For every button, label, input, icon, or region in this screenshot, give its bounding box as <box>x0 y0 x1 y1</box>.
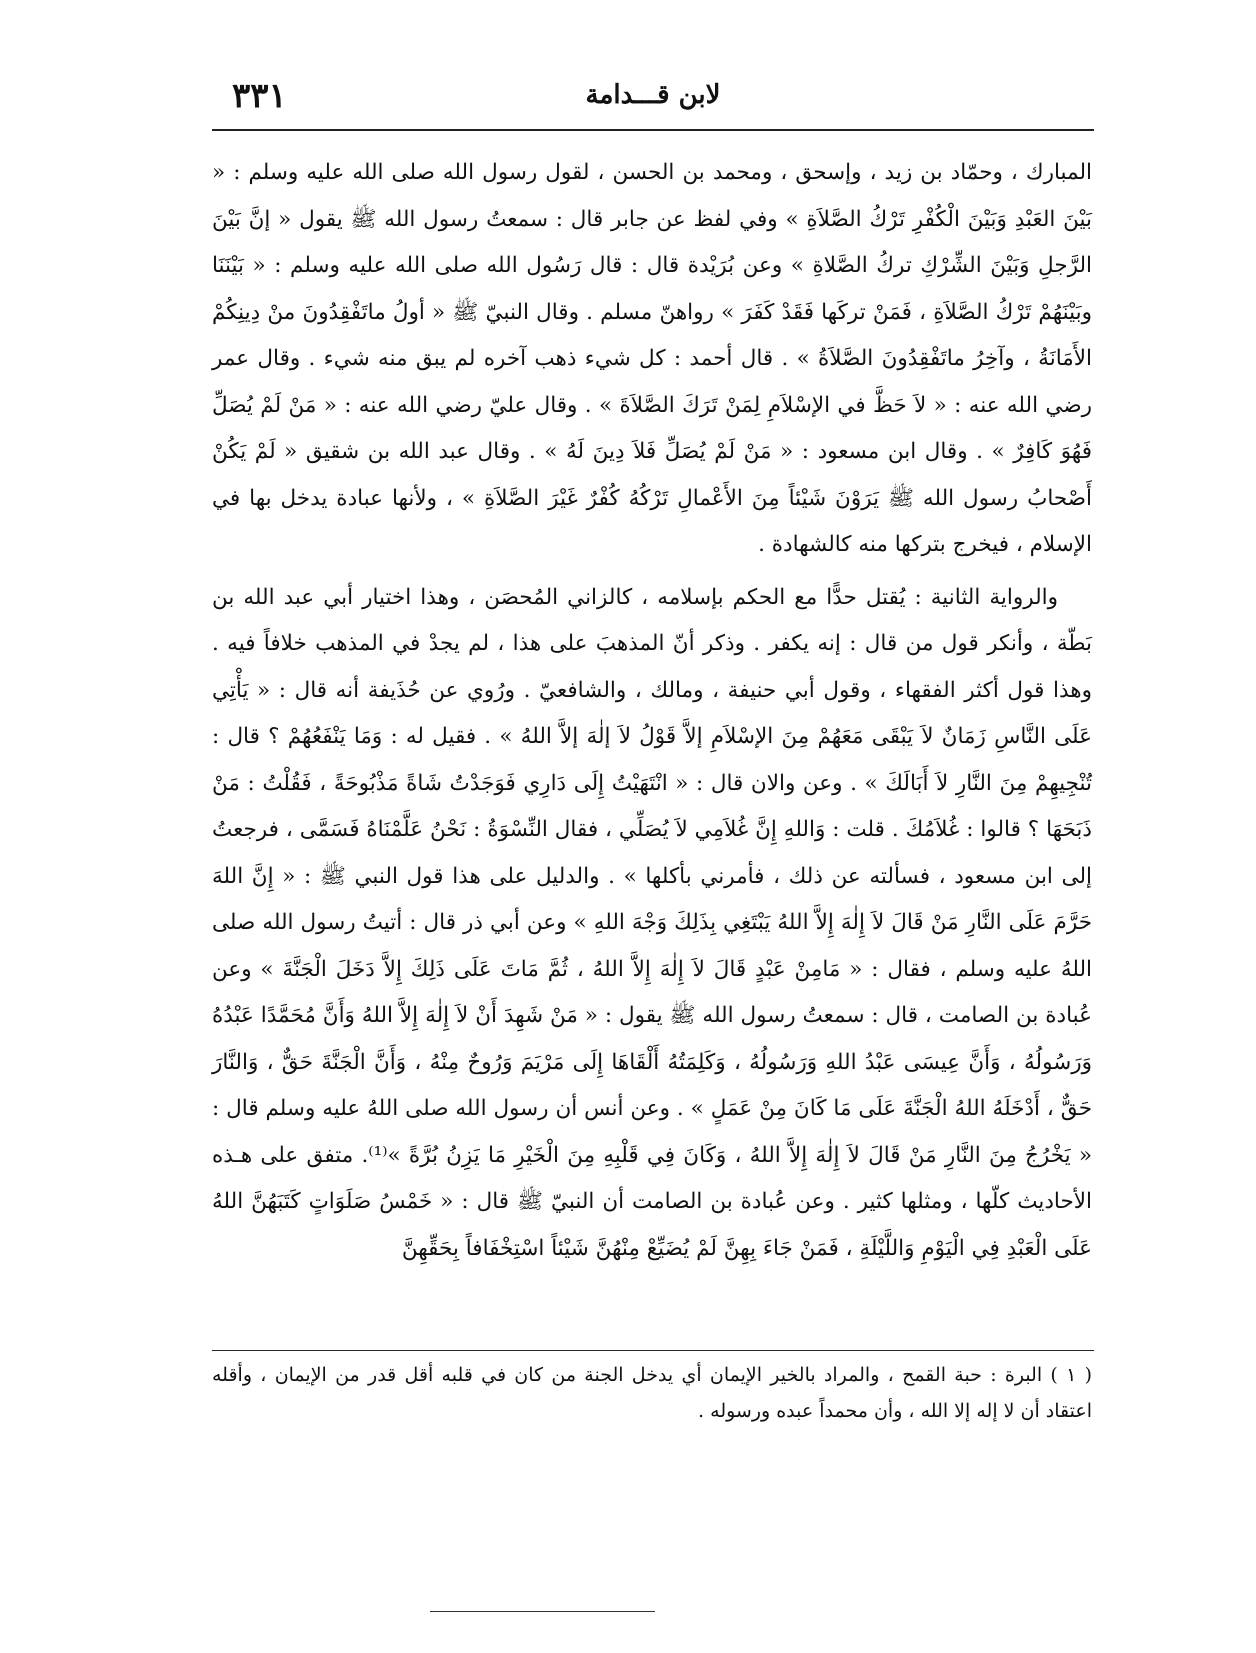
bottom-rule <box>430 1611 655 1612</box>
running-title: لابن قـــدامة <box>585 80 721 110</box>
page-header <box>212 70 1094 126</box>
page-number: ٣٣١ <box>232 76 287 116</box>
header-divider <box>212 129 1094 131</box>
main-text <box>212 150 1092 1272</box>
footnote-divider <box>212 1350 1094 1351</box>
paragraph-1: المبارك ، وحمّاد بن زيد ، وإسحق ، ومحمد بن الحسن ، لقول رسول الله صلى الله عليه وسلم : « بَيْنَ العَبْدِ وَبَيْنَ الْكُفْرِ تَرْكُ الصَّلاَةِ » وفي لفظ عن جابر قال : سمعتُ رسول الله ﷺ يقول « إنَّ بَيْنَ الرَّجلِ وَبَيْنَ الشِّرْكِ تركُ الصَّلاةِ » وعن بُرَيْدة قال : قال رَسُول الله صلى الله عليه وسلم : « بَيْنَنَا وبَيْنَهُمْ تَرْكُ الصَّلاَةِ ، فَمَنْ تركَها فَقَدْ كَفَرَ » رواهنّ مسلم . وقال النبيّ ﷺ « أولُ ماتَفْقِدُونَ منْ دِينِكُمْ الأَمَانَةُ ، وآخِرُ ماتَفْقِدُونَ الصَّلاَةُ » . قال أحمد : كل شيء ذهب آخره لم يبق منه شيء . وقال عمر رضي الله عنه : « لاَ حَظَّ في الإسْلاَمِ لِمَنْ تَرَكَ الصَّلاَةَ » . وقال عليّ رضي الله عنه : « مَنْ لَمْ يُصَلِّ فَهُوَ كَافِرٌ » . وقال ابن مسعود : « مَنْ لَمْ يُصَلِّ فَلاَ دِينَ لَهُ » . وقال عبد الله بن شقيق « لَمْ يَكُنْ أَصْحابُ رسول الله ﷺ يَرَوْنَ شَيْئاً مِنَ الأَعْمالِ تَرْكُهُ كُفْرٌ غَيْرَ الصَّلاَةِ » ، ولأنها عبادة يدخل بها في الإسلام ، فيخرج بتركها منه كالشهادة . <box>212 160 1092 557</box>
footnote-1: ( ١ ) البرة : حبة القمح ، والمراد بالخير الإيمان أي يدخل الجنة من كان في قلبه أقل قدر من الإيمان ، وأقله اعتقاد أن لا إله إلا الله ، وأن محمداً عبده ورسوله . <box>212 1364 1092 1422</box>
footnote <box>212 1357 1092 1429</box>
paragraph-2: والرواية الثانية : يُقتل حدًّا مع الحكم بإسلامه ، كالزاني المُحصَن ، وهذا اختيار أبي عبد الله بن بَطّة ، وأنكر قول من قال : إنه يكفر . وذكر أنّ المذهبَ على هذا ، لم يجدْ في المذهب خلافاً فيه . وهذا قول أكثر الفقهاء ، وقول أبي حنيفة ، ومالك ، والشافعيّ . ورُوي عن حُذَيفة أنه قال : « يَأْتِي عَلَى النَّاسِ زَمَانٌ لاَ يَبْقَى مَعَهُمْ مِنَ الإسْلاَمِ إلاَّ قَوْلُ لاَ إلٰهَ إلاَّ اللهُ » . فقيل له : وَمَا يَنْفَعُهُمْ ؟ قال : تُنْجِيهِمْ مِنَ النَّارِ لاَ أَبَالَكَ » . وعن والان قال : « انْتَهَيْتُ إِلَى دَارِي فَوَجَدْتُ شَاةً مَذْبُوحَةً ، فَقُلْتُ : مَنْ ذَبَحَهَا ؟ قالوا : غُلاَمُكَ . قلت : وَاللهِ إِنَّ غُلاَمِي لاَ يُصَلِّي ، فقال النِّسْوَةُ : نَحْنُ عَلَّمْنَاهُ فَسَمَّى ، فرجعتُ إلى ابن مسعود ، فسألته عن ذلك ، فأمرني بأكلها » . والدليل على هذا قول النبي ﷺ : « إِنَّ اللهَ حَرَّمَ عَلَى النَّارِ مَنْ قَالَ لاَ إِلٰهَ إِلاَّ اللهُ يَبْتَغِي بِذَلِكَ وَجْهَ اللهِ » وعن أبي ذر قال : أتيتُ رسول الله صلى اللهُ عليه وسلم ، فقال : « مَامِنْ عَبْدٍ قَالَ لاَ إِلٰهَ إِلاَّ اللهُ ، ثُمَّ مَاتَ عَلَى ذَلِكَ إِلاَّ دَخَلَ الْجَنَّةَ » وعن عُبادة بن الصامت ، قال : سمعتُ رسول الله ﷺ يقول : « مَنْ شَهِدَ أَنْ لاَ إِلٰهَ إِلاَّ اللهُ وَأَنَّ مُحَمَّدًا عَبْدُهُ وَرَسُولُهُ ، وَأَنَّ عِيسَى عَبْدُ اللهِ وَرَسُولُهُ ، وَكَلِمَتُهُ أَلْقَاهَا إِلَى مَرْيَمَ وَرُوحٌ مِنْهُ ، وَأَنَّ الْجَنَّةَ حَقٌّ ، وَالنَّارَ حَقٌّ ، أَدْخَلَهُ اللهُ الْجَنَّةَ عَلَى مَا كَانَ مِنْ عَمَلٍ » . وعن أنس أن رسول الله صلى اللهُ عليه وسلم قال : « يَخْرُجُ مِنَ النَّارِ مَنْ قَالَ لاَ إِلٰهَ إِلاَّ اللهُ ، وَكَانَ فِي قَلْبِهِ مِنَ الْخَيْرِ مَا يَزِنُ بُرَّةً »⁽¹⁾. متفق على هـذه الأحاديث كلّها ، ومثلها كثير . وعن عُبادة بن الصامت أن النبيّ ﷺ قال : « خَمْسُ صَلَوَاتٍ كَتَبَهُنَّ اللهُ عَلَى الْعَبْدِ فِي الْيَوْمِ وَاللَّيْلَةِ ، فَمَنْ جَاءَ بِهِنَّ لَمْ يُضَيِّعْ مِنْهُنَّ شَيْئاً اسْتِخْفَافاً بِحَقِّهِنَّ <box>212 584 1092 1261</box>
